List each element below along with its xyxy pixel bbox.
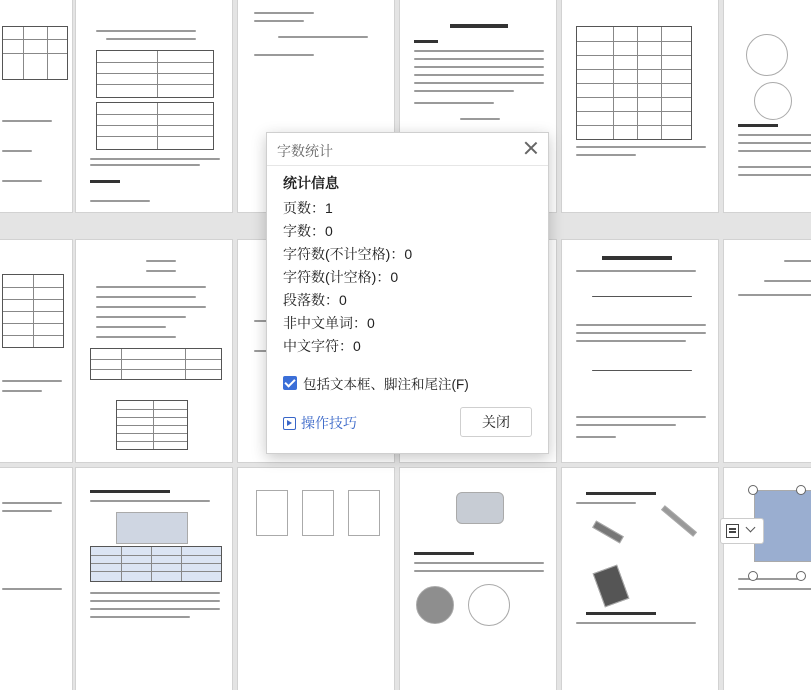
dialog-title: 字数统计 bbox=[277, 143, 333, 159]
include-textbox-label: 包括文本框、脚注和尾注(F) bbox=[303, 377, 469, 392]
dialog-header bbox=[267, 133, 548, 166]
section-title: 统计信息 bbox=[283, 175, 339, 191]
resize-handle[interactable] bbox=[748, 485, 758, 495]
close-icon[interactable] bbox=[522, 139, 540, 157]
tips-link[interactable] bbox=[283, 413, 357, 433]
tips-label: 操作技巧 bbox=[301, 415, 357, 431]
page-thumbnail[interactable] bbox=[562, 240, 718, 462]
page-thumbnail[interactable] bbox=[0, 0, 72, 212]
stat-chinese-chars: 中文字符：0 bbox=[283, 338, 361, 354]
page-thumbnail[interactable] bbox=[76, 468, 232, 690]
stat-words: 字数：0 bbox=[283, 223, 333, 239]
stat-non-chinese-words: 非中文单词：0 bbox=[283, 315, 375, 331]
page-thumbnail[interactable] bbox=[724, 240, 811, 462]
stat-chars-with-spaces: 字符数(计空格)：0 bbox=[283, 269, 399, 285]
page-thumbnail[interactable] bbox=[76, 240, 232, 462]
page-thumbnail[interactable] bbox=[0, 240, 72, 462]
play-icon bbox=[283, 417, 296, 430]
chevron-down-icon bbox=[746, 523, 756, 533]
resize-handle[interactable] bbox=[796, 485, 806, 495]
page-thumbnail[interactable] bbox=[0, 468, 72, 690]
stat-chars-no-spaces: 字符数(不计空格)：0 bbox=[283, 246, 413, 262]
page-thumbnail[interactable] bbox=[238, 468, 394, 690]
word-count-dialog bbox=[266, 132, 549, 454]
page-thumbnail[interactable] bbox=[562, 468, 718, 690]
resize-handle[interactable] bbox=[796, 571, 806, 581]
include-textbox-checkbox[interactable] bbox=[283, 373, 469, 393]
layout-icon bbox=[726, 524, 739, 538]
page-thumbnail[interactable] bbox=[76, 0, 232, 212]
checkbox-checked-icon[interactable] bbox=[283, 376, 297, 390]
stat-paragraphs: 段落数：0 bbox=[283, 292, 347, 308]
resize-handle[interactable] bbox=[748, 571, 758, 581]
layout-options-button[interactable] bbox=[720, 518, 764, 544]
page-thumbnail[interactable] bbox=[562, 0, 718, 212]
page-thumbnail[interactable] bbox=[400, 468, 556, 690]
stat-pages: 页数：1 bbox=[283, 200, 333, 216]
page-thumbnail[interactable] bbox=[724, 0, 811, 212]
close-button[interactable]: 关闭 bbox=[460, 407, 532, 437]
